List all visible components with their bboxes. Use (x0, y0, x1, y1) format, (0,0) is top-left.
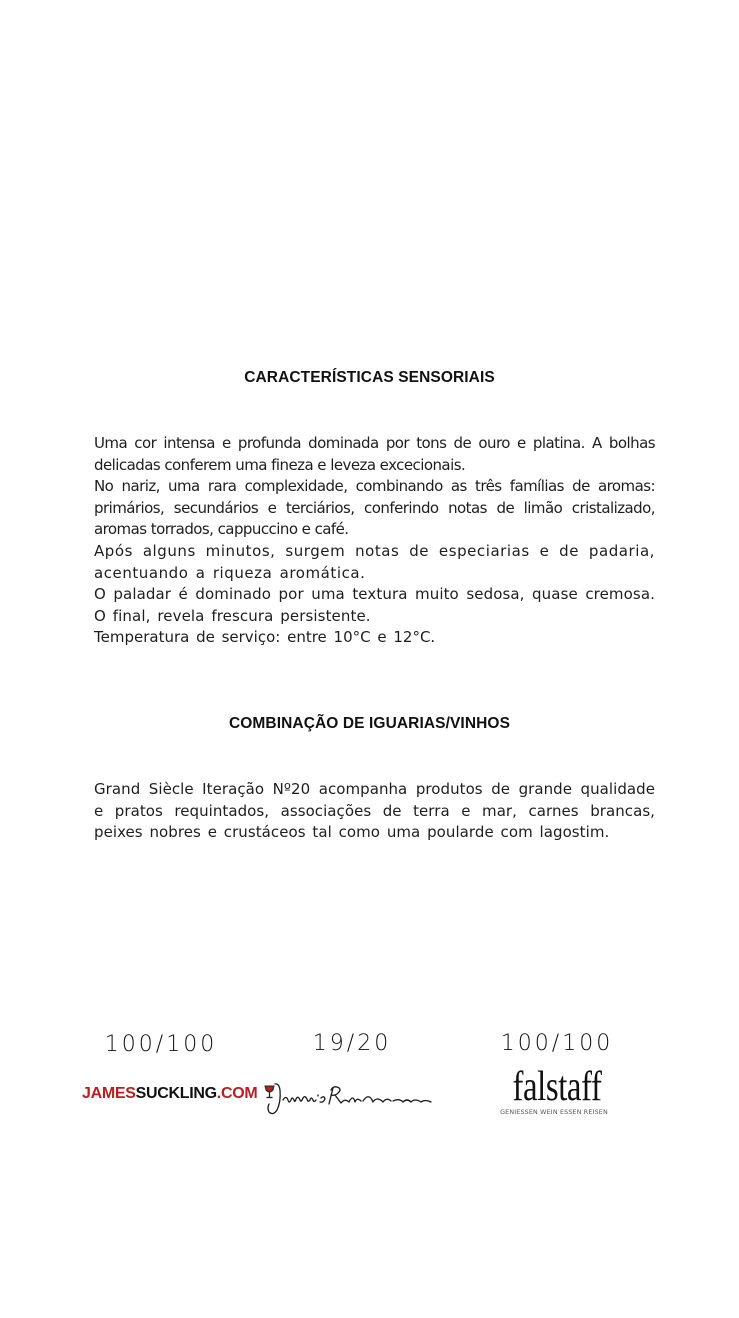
pairing-description (94, 779, 655, 844)
jancis-robinson-signature (265, 1080, 437, 1120)
paragraph-color: Uma cor intensa e profunda dominada por tons de ouro e platina. A bolhas delicadas conferem uma fineza e leveza excecionais. (94, 434, 655, 474)
paragraph-pairing: Grand Siècle Iteração Nº20 acompanha produtos de grande qualidade e pratos requintados, associações de terra e mar, carnes brancas, peixes nobres e crustáceos tal como uma poularde com lagostim. (94, 780, 655, 842)
paragraph-palate: O paladar é dominado por uma textura muito sedosa, quase cremosa. O final, revela frescura persistente. (94, 585, 655, 625)
logo-text-james: JAMES (82, 1085, 136, 1102)
sensory-description (94, 433, 655, 649)
rating-score-falstaff: 100/100 (500, 1031, 614, 1056)
paragraph-nose: No nariz, uma rara complexidade, combinando as três famílias de aromas: primários, secundários e terciários, conferindo notas de limão cristalizado, aromas torrados, cappuccino e café. (94, 477, 655, 539)
james-suckling-logo (82, 1085, 275, 1103)
rating-score-jancis-robinson: 19/20 (312, 1031, 392, 1056)
logo-text-suckling: SUCKLING (135, 1085, 217, 1102)
falstaff-logo-tagline: GENIESSEN WEIN ESSEN REISEN (500, 1109, 608, 1116)
rating-score-james-suckling: 100/100 (104, 1032, 218, 1057)
falstaff-logo-wordmark: falstaff (512, 1064, 602, 1110)
paragraph-after-minutes: Após alguns minutos, surgem notas de especiarias e de padaria, acentuando a riqueza aromática. (94, 541, 655, 582)
logo-text-com: .COM (216, 1085, 258, 1102)
section-title-pairing: COMBINAÇÃO DE IGUARIAS/VINHOS (228, 715, 511, 732)
section-title-sensory: CARACTERÍSTICAS SENSORIAIS (244, 369, 495, 386)
paragraph-temperature: Temperatura de serviço: entre 10°C e 12°C. (94, 628, 436, 647)
